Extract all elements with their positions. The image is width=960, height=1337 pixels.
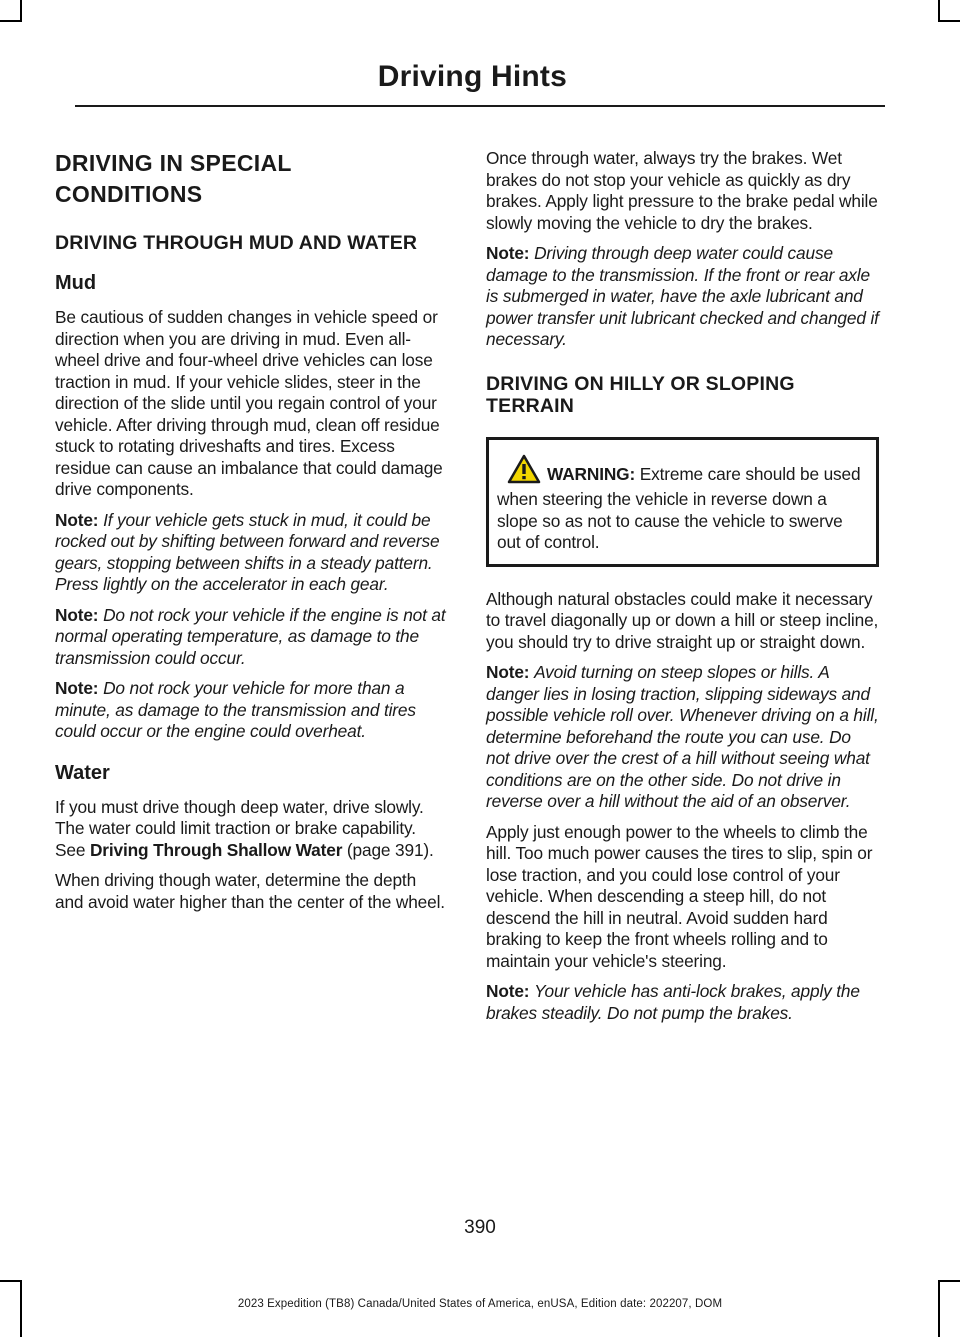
paragraph-mud: Be cautious of sudden changes in vehicle speed or direction when you are driving in mud. Even all-wheel drive and four-wheel drive vehicles can lose traction in mud. If your vehicle slides, steer in the direction of the slide until you regain control of your vehicle. After driving through mud, clean off residue stuck to rotating driveshafts and tires. Excess residue can cause an imbalance that could damage drive components. [55,307,443,499]
subsection-heading-hilly: DRIVING ON HILLY OR SLOPING TERRAIN [486,372,795,417]
note-text: If your vehicle gets stuck in mud, it could be rocked out by shifting between forward and reverse gears, stopping between shifts in a steady pattern. Press lightly on the accelerator in each gear. [55,509,440,594]
subsection-heading-mud-water: DRIVING THROUGH MUD AND WATER [55,232,418,254]
page-reference: (page 391). [342,839,434,860]
note-text: Your vehicle has anti-lock brakes, apply the brakes steadily. Do not pump the brakes. [486,981,860,1023]
paragraph-brakes: Once through water, always try the brakes. Wet brakes do not stop your vehicle as quickly as dry brakes. Apply light pressure to the brake pedal while slowly moving the vehicle to dry the brakes. [486,148,878,233]
page-number: 390 [464,1217,496,1238]
note-deep-water [486,243,879,351]
crop-mark-bottom-right-h [938,1280,960,1282]
paragraph-water-1 [55,797,448,862]
note-label: Note: [486,662,530,682]
note-text: Driving through deep water could cause damage to the transmission. If the front or rear axle is submerged in water, have the axle lubricant and power transfer unit lubricant checked and changed if necessary. [486,243,879,349]
note-engine-temperature [55,605,448,670]
note-steep-slopes [486,662,879,813]
note-stuck-in-mud [55,510,448,596]
note-text: Do not rock your vehicle if the engine is not at normal operating temperature, as damage to the transmission could occur. [55,604,446,668]
note-label: Note: [486,243,530,263]
note-text: Do not rock your vehicle for more than a minute, as damage to the transmission and tires could occur or the engine could overheat. [55,678,416,741]
footer-edition-info: 2023 Expedition (TB8) Canada/United States of America, enUSA, Edition date: 202207, DOM [237,1298,723,1310]
warning-label: WARNING: [547,463,636,484]
crop-mark-bottom-left-h [0,1280,22,1282]
right-column [486,148,879,1033]
crop-mark-top-left-v [20,0,22,22]
header-divider [75,105,885,107]
note-label: Note: [55,509,99,530]
section-heading-line2: CONDITIONS [55,181,203,207]
warning-text: Extreme care should be used when steering the vehicle in reverse down a slope so as not to cause the vehicle to swerve out of control. [497,463,861,552]
note-label: Note: [55,604,99,625]
note-anti-lock [486,981,879,1024]
note-label: Note: [486,981,530,1001]
page-header-title: Driving Hints [377,60,567,93]
topic-heading-water: Water [55,761,110,784]
crop-mark-top-right-h [938,20,960,22]
note-label: Note: [55,678,99,698]
section-heading [55,148,448,210]
paragraph-water-text: If you must drive though deep water, drive slowly. The water could limit traction or brake capability. See [55,796,424,860]
section-heading-line1: DRIVING IN SPECIAL [55,150,292,176]
paragraph-diagonal: Although natural obstacles could make it necessary to travel diagonally up or down a hill or steep incline, you should try to drive straight up or straight down. [486,588,879,652]
cross-reference-link[interactable]: Driving Through Shallow Water [89,839,343,860]
note-rock-duration [55,678,448,743]
crop-mark-top-left-h [0,20,22,22]
topic-heading-mud: Mud [55,272,97,294]
warning-box [486,437,879,567]
left-column [55,148,448,922]
crop-mark-top-right-v [938,0,940,22]
note-text: Avoid turning on steep slopes or hills. A danger lies in losing traction, slipping sideways and possible vehicle roll over. Whenever driving on a hill, determine beforehand the route you can use. Do not drive over the crest of a hill without seeing what conditions are on the other side. Do not drive in reverse over a hill without the aid of an observer. [486,662,879,811]
warning-triangle-icon [507,454,541,490]
paragraph-power: Apply just enough power to the wheels to climb the hill. Too much power causes the tires to slip, spin or lose traction, and you could lose control of your vehicle. When descending a steep hill, do not descend the hill in neutral. Avoid sudden hard braking to keep the front wheels rolling and to maintain your vehicle's steering. [486,821,873,971]
paragraph-water-2: When driving though water, determine the depth and avoid water higher than the center of the wheel. [55,870,445,912]
